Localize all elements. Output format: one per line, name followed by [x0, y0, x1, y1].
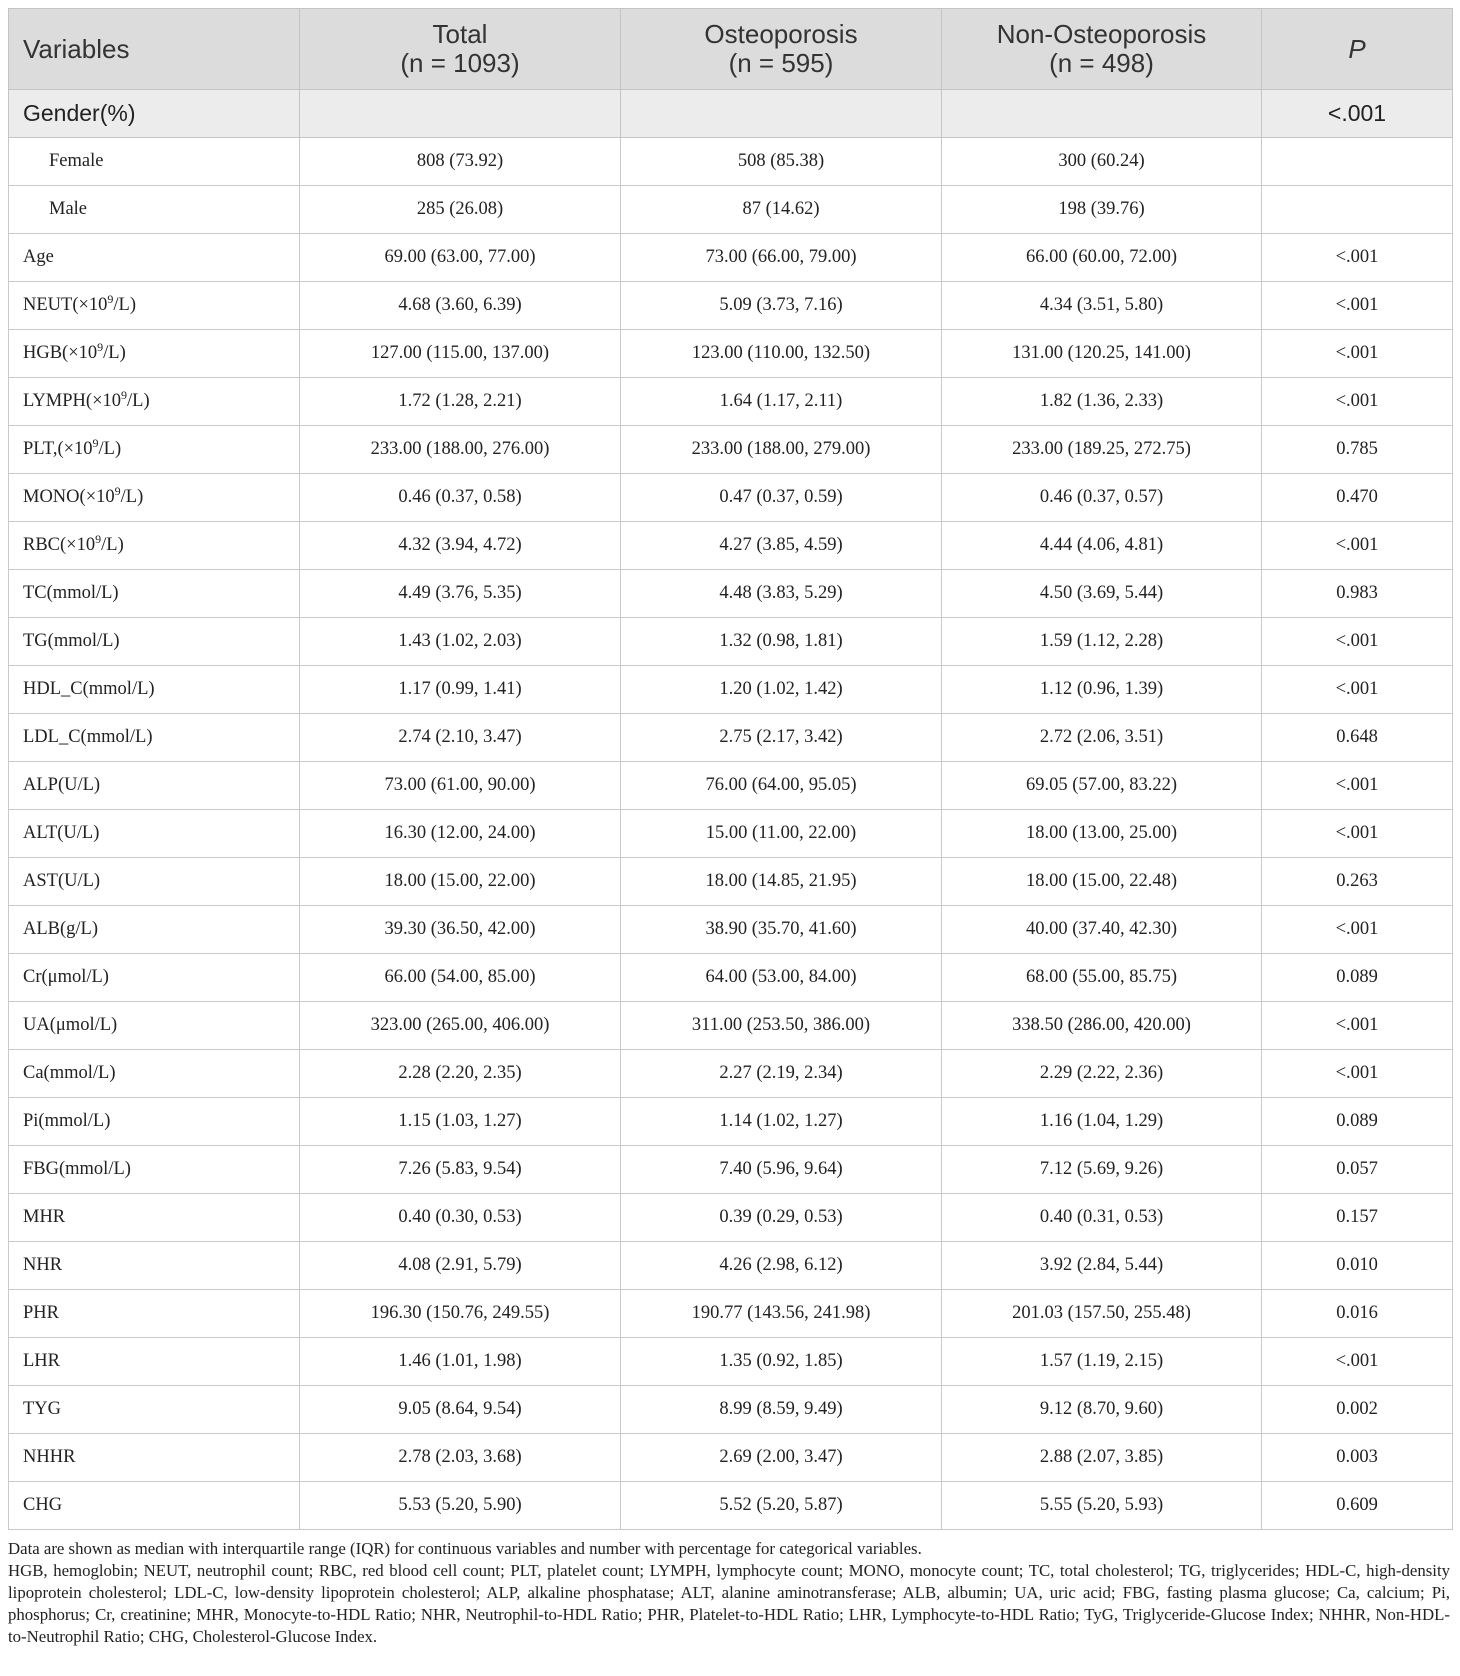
table-row	[9, 762, 1453, 810]
table-row	[9, 714, 1453, 762]
variable-name: HDL_C(mmol/L)	[23, 679, 155, 699]
non-osteoporosis-value-cell: 1.16 (1.04, 1.29)	[942, 1098, 1262, 1146]
p-value-cell	[1262, 186, 1453, 234]
group-cell-empty	[942, 90, 1262, 138]
total-value-cell: 1.15 (1.03, 1.27)	[300, 1098, 621, 1146]
table-row	[9, 1146, 1453, 1194]
p-value-cell: 0.609	[1262, 1482, 1453, 1530]
p-value-cell: <.001	[1262, 522, 1453, 570]
variable-unit: /L)	[127, 391, 150, 411]
header-total-n: (n = 1093)	[400, 48, 520, 78]
p-value-cell: 0.470	[1262, 474, 1453, 522]
table-row	[9, 858, 1453, 906]
total-value-cell: 808 (73.92)	[300, 138, 621, 186]
p-value-cell: <.001	[1262, 1338, 1453, 1386]
table-row	[9, 138, 1453, 186]
p-value-cell: <.001	[1262, 1002, 1453, 1050]
osteoporosis-value-cell: 4.26 (2.98, 6.12)	[621, 1242, 942, 1290]
total-value-cell: 4.68 (3.60, 6.39)	[300, 282, 621, 330]
header-p-value: P	[1262, 9, 1453, 90]
variable-name-cell	[9, 570, 300, 618]
total-value-cell: 2.74 (2.10, 3.47)	[300, 714, 621, 762]
p-value-cell: 0.016	[1262, 1290, 1453, 1338]
osteoporosis-value-cell: 18.00 (14.85, 21.95)	[621, 858, 942, 906]
osteoporosis-value-cell: 1.14 (1.02, 1.27)	[621, 1098, 942, 1146]
non-osteoporosis-value-cell: 201.03 (157.50, 255.48)	[942, 1290, 1262, 1338]
variable-name-cell	[9, 522, 300, 570]
osteoporosis-value-cell: 38.90 (35.70, 41.60)	[621, 906, 942, 954]
table-row	[9, 1242, 1453, 1290]
total-value-cell: 4.32 (3.94, 4.72)	[300, 522, 621, 570]
non-osteoporosis-value-cell: 18.00 (13.00, 25.00)	[942, 810, 1262, 858]
total-value-cell: 18.00 (15.00, 22.00)	[300, 858, 621, 906]
osteoporosis-value-cell: 8.99 (8.59, 9.49)	[621, 1386, 942, 1434]
table-body	[9, 90, 1453, 1530]
non-osteoporosis-value-cell: 5.55 (5.20, 5.93)	[942, 1482, 1262, 1530]
variable-name: LHR	[23, 1351, 60, 1371]
variable-name: FBG(mmol/L)	[23, 1159, 131, 1179]
variable-name-cell	[9, 474, 300, 522]
variable-name-cell	[9, 1386, 300, 1434]
total-value-cell: 233.00 (188.00, 276.00)	[300, 426, 621, 474]
header-total	[300, 9, 621, 90]
header-non-osteoporosis-label: Non-Osteoporosis	[996, 19, 1207, 49]
non-osteoporosis-value-cell: 2.88 (2.07, 3.85)	[942, 1434, 1262, 1482]
table-row	[9, 1050, 1453, 1098]
variable-name-cell	[9, 1482, 300, 1530]
total-value-cell: 4.08 (2.91, 5.79)	[300, 1242, 621, 1290]
non-osteoporosis-value-cell: 68.00 (55.00, 85.75)	[942, 954, 1262, 1002]
p-value-cell: 0.157	[1262, 1194, 1453, 1242]
table-row	[9, 186, 1453, 234]
variable-name: PLT,(×10	[23, 439, 93, 459]
total-value-cell: 0.40 (0.30, 0.53)	[300, 1194, 621, 1242]
non-osteoporosis-value-cell: 1.82 (1.36, 2.33)	[942, 378, 1262, 426]
osteoporosis-value-cell: 73.00 (66.00, 79.00)	[621, 234, 942, 282]
header-osteoporosis-n: (n = 595)	[728, 48, 834, 78]
osteoporosis-value-cell: 233.00 (188.00, 279.00)	[621, 426, 942, 474]
p-value-cell: 0.003	[1262, 1434, 1453, 1482]
variable-name-cell	[9, 1434, 300, 1482]
p-value-cell: <.001	[1262, 618, 1453, 666]
total-value-cell: 2.28 (2.20, 2.35)	[300, 1050, 621, 1098]
variable-name: TC(mmol/L)	[23, 583, 119, 603]
variable-exponent: 9	[121, 388, 128, 402]
osteoporosis-value-cell: 5.09 (3.73, 7.16)	[621, 282, 942, 330]
osteoporosis-value-cell: 1.20 (1.02, 1.42)	[621, 666, 942, 714]
variable-exponent: 9	[97, 340, 104, 354]
variable-name-cell	[9, 1290, 300, 1338]
variable-name-cell	[9, 1194, 300, 1242]
variable-name: MONO(×10	[23, 487, 115, 507]
p-value-cell: <.001	[1262, 234, 1453, 282]
osteoporosis-value-cell: 190.77 (143.56, 241.98)	[621, 1290, 942, 1338]
p-value-cell: 0.263	[1262, 858, 1453, 906]
total-value-cell: 7.26 (5.83, 9.54)	[300, 1146, 621, 1194]
non-osteoporosis-value-cell: 300 (60.24)	[942, 138, 1262, 186]
table-row	[9, 1194, 1453, 1242]
footnote-abbreviations: HGB, hemoglobin; NEUT, neutrophil count; RBC, red blood cell count; PLT, platelet count; LYMPH, lymphocyte count; MONO, monocyte count; TC, total cholesterol; TG, triglycerides; HDL-C, high-density lipoprotein cholesterol; LDL-C, low-density lipoprotein cholesterol; ALP, alkaline phosphatase; ALT, alanine aminotransferase; ALB, albumin; UA, uric acid; FBG, fasting plasma glucose; Ca, calcium; Pi, phosphorus; Cr, creatinine; MHR, Monocyte-to-HDL Ratio; NHR, Neutrophil-to-HDL Ratio; PHR, Platelet-to-HDL Ratio; LHR, Lymphocyte-to-HDL Ratio; TyG, Triglyceride-Glucose Index; NHHR, Non-HDL-to-Neutrophil Ratio; CHG, Cholesterol-Glucose Index.	[8, 1561, 1450, 1646]
variable-name: CHG	[23, 1495, 63, 1515]
total-value-cell: 323.00 (265.00, 406.00)	[300, 1002, 621, 1050]
total-value-cell: 69.00 (63.00, 77.00)	[300, 234, 621, 282]
osteoporosis-value-cell: 87 (14.62)	[621, 186, 942, 234]
variable-unit: /L)	[103, 343, 126, 363]
table-row	[9, 1386, 1453, 1434]
variable-name: Cr(μmol/L)	[23, 967, 109, 987]
variable-name-cell	[9, 1050, 300, 1098]
variable-name-cell	[9, 714, 300, 762]
footnote-data-description: Data are shown as median with interquartile range (IQR) for continuous variables and number with percentage for categorical variables.	[8, 1539, 922, 1558]
p-value-cell: 0.089	[1262, 954, 1453, 1002]
variable-exponent: 9	[92, 436, 99, 450]
table-row	[9, 330, 1453, 378]
variable-name-cell	[9, 618, 300, 666]
table-row	[9, 666, 1453, 714]
variable-name: Female	[49, 151, 104, 171]
table-row	[9, 522, 1453, 570]
p-value-cell	[1262, 138, 1453, 186]
variable-name: Ca(mmol/L)	[23, 1063, 116, 1083]
variable-name: NEUT(×10	[23, 295, 108, 315]
header-row	[9, 9, 1453, 90]
osteoporosis-value-cell: 64.00 (53.00, 84.00)	[621, 954, 942, 1002]
variable-name: Pi(mmol/L)	[23, 1111, 111, 1131]
variable-name: MHR	[23, 1207, 66, 1227]
table-row	[9, 234, 1453, 282]
variable-name: LDL_C(mmol/L)	[23, 727, 153, 747]
p-value-cell: <.001	[1262, 762, 1453, 810]
table-row	[9, 1434, 1453, 1482]
variable-name: ALP(U/L)	[23, 775, 101, 795]
p-value-cell: <.001	[1262, 810, 1453, 858]
osteoporosis-value-cell: 0.39 (0.29, 0.53)	[621, 1194, 942, 1242]
osteoporosis-value-cell: 5.52 (5.20, 5.87)	[621, 1482, 942, 1530]
header-osteoporosis	[621, 9, 942, 90]
header-non-osteoporosis-n: (n = 498)	[1049, 48, 1154, 78]
p-value-cell: 0.010	[1262, 1242, 1453, 1290]
osteoporosis-value-cell: 76.00 (64.00, 95.05)	[621, 762, 942, 810]
variable-exponent: 9	[95, 532, 102, 546]
variable-name-cell	[9, 186, 300, 234]
non-osteoporosis-value-cell: 233.00 (189.25, 272.75)	[942, 426, 1262, 474]
non-osteoporosis-value-cell: 9.12 (8.70, 9.60)	[942, 1386, 1262, 1434]
table-row	[9, 1098, 1453, 1146]
table-row	[9, 810, 1453, 858]
table-row	[9, 954, 1453, 1002]
p-value-cell: <.001	[1262, 906, 1453, 954]
variable-name: ALT(U/L)	[23, 823, 100, 843]
variable-name-cell	[9, 330, 300, 378]
table-row	[9, 426, 1453, 474]
osteoporosis-value-cell: 508 (85.38)	[621, 138, 942, 186]
total-value-cell: 285 (26.08)	[300, 186, 621, 234]
variable-name-cell	[9, 906, 300, 954]
variable-name-cell	[9, 1146, 300, 1194]
total-value-cell: 1.17 (0.99, 1.41)	[300, 666, 621, 714]
group-row-gender	[9, 90, 1453, 138]
non-osteoporosis-value-cell: 69.05 (57.00, 83.22)	[942, 762, 1262, 810]
non-osteoporosis-value-cell: 3.92 (2.84, 5.44)	[942, 1242, 1262, 1290]
total-value-cell: 2.78 (2.03, 3.68)	[300, 1434, 621, 1482]
variable-name: LYMPH(×10	[23, 391, 122, 411]
variable-exponent: 9	[114, 484, 121, 498]
variable-name: HGB(×10	[23, 343, 98, 363]
variable-unit: /L)	[113, 295, 137, 315]
variable-name-cell	[9, 1242, 300, 1290]
p-value-cell: <.001	[1262, 1050, 1453, 1098]
total-value-cell: 73.00 (61.00, 90.00)	[300, 762, 621, 810]
non-osteoporosis-value-cell: 198 (39.76)	[942, 186, 1262, 234]
total-value-cell: 66.00 (54.00, 85.00)	[300, 954, 621, 1002]
total-value-cell: 1.43 (1.02, 2.03)	[300, 618, 621, 666]
variable-name-cell	[9, 1002, 300, 1050]
variable-name: Age	[23, 247, 54, 267]
non-osteoporosis-value-cell: 2.29 (2.22, 2.36)	[942, 1050, 1262, 1098]
total-value-cell: 1.46 (1.01, 1.98)	[300, 1338, 621, 1386]
non-osteoporosis-value-cell: 1.12 (0.96, 1.39)	[942, 666, 1262, 714]
total-value-cell: 4.49 (3.76, 5.35)	[300, 570, 621, 618]
header-total-label: Total	[432, 19, 488, 49]
group-cell-empty	[621, 90, 942, 138]
non-osteoporosis-value-cell: 4.50 (3.69, 5.44)	[942, 570, 1262, 618]
table-row	[9, 378, 1453, 426]
total-value-cell: 0.46 (0.37, 0.58)	[300, 474, 621, 522]
osteoporosis-value-cell: 311.00 (253.50, 386.00)	[621, 1002, 942, 1050]
table-row	[9, 570, 1453, 618]
osteoporosis-value-cell: 123.00 (110.00, 132.50)	[621, 330, 942, 378]
variable-name: UA(μmol/L)	[23, 1015, 118, 1035]
variable-name: RBC(×10	[23, 535, 96, 555]
variable-name-cell	[9, 858, 300, 906]
non-osteoporosis-value-cell: 7.12 (5.69, 9.26)	[942, 1146, 1262, 1194]
non-osteoporosis-value-cell: 4.34 (3.51, 5.80)	[942, 282, 1262, 330]
variable-name: TYG	[23, 1399, 62, 1419]
p-value-cell: 0.002	[1262, 1386, 1453, 1434]
table-container	[8, 8, 1452, 1648]
variable-name: NHHR	[23, 1447, 76, 1467]
non-osteoporosis-value-cell: 1.57 (1.19, 2.15)	[942, 1338, 1262, 1386]
non-osteoporosis-value-cell: 4.44 (4.06, 4.81)	[942, 522, 1262, 570]
total-value-cell: 16.30 (12.00, 24.00)	[300, 810, 621, 858]
header-variables: Variables	[9, 9, 300, 90]
variable-name-cell	[9, 426, 300, 474]
p-value-cell: 0.983	[1262, 570, 1453, 618]
variable-name-cell	[9, 762, 300, 810]
non-osteoporosis-value-cell: 40.00 (37.40, 42.30)	[942, 906, 1262, 954]
table-row	[9, 906, 1453, 954]
table-row	[9, 474, 1453, 522]
non-osteoporosis-value-cell: 0.40 (0.31, 0.53)	[942, 1194, 1262, 1242]
non-osteoporosis-value-cell: 338.50 (286.00, 420.00)	[942, 1002, 1262, 1050]
variable-name: AST(U/L)	[23, 871, 101, 891]
total-value-cell: 1.72 (1.28, 2.21)	[300, 378, 621, 426]
group-label: Gender(%)	[9, 90, 300, 138]
baseline-characteristics-table	[8, 8, 1453, 1530]
osteoporosis-value-cell: 2.27 (2.19, 2.34)	[621, 1050, 942, 1098]
table-row	[9, 1338, 1453, 1386]
total-value-cell: 196.30 (150.76, 249.55)	[300, 1290, 621, 1338]
variable-unit: /L)	[101, 535, 124, 555]
osteoporosis-value-cell: 1.32 (0.98, 1.81)	[621, 618, 942, 666]
variable-name: PHR	[23, 1303, 59, 1323]
group-p-value: <.001	[1262, 90, 1453, 138]
header-osteoporosis-label: Osteoporosis	[704, 19, 858, 49]
non-osteoporosis-value-cell: 0.46 (0.37, 0.57)	[942, 474, 1262, 522]
variable-name-cell	[9, 1338, 300, 1386]
total-value-cell: 127.00 (115.00, 137.00)	[300, 330, 621, 378]
p-value-cell: 0.785	[1262, 426, 1453, 474]
osteoporosis-value-cell: 1.64 (1.17, 2.11)	[621, 378, 942, 426]
table-row	[9, 1290, 1453, 1338]
p-value-cell: <.001	[1262, 378, 1453, 426]
osteoporosis-value-cell: 15.00 (11.00, 22.00)	[621, 810, 942, 858]
p-value-cell: 0.648	[1262, 714, 1453, 762]
variable-name-cell	[9, 282, 300, 330]
table-row	[9, 1002, 1453, 1050]
osteoporosis-value-cell: 7.40 (5.96, 9.64)	[621, 1146, 942, 1194]
p-value-cell: 0.089	[1262, 1098, 1453, 1146]
p-value-cell: <.001	[1262, 330, 1453, 378]
group-cell-empty	[300, 90, 621, 138]
variable-unit: /L)	[120, 487, 144, 507]
p-value-cell: <.001	[1262, 282, 1453, 330]
non-osteoporosis-value-cell: 2.72 (2.06, 3.51)	[942, 714, 1262, 762]
non-osteoporosis-value-cell: 1.59 (1.12, 2.28)	[942, 618, 1262, 666]
p-value-cell: 0.057	[1262, 1146, 1453, 1194]
variable-name-cell	[9, 378, 300, 426]
variable-name: NHR	[23, 1255, 63, 1275]
header-non-osteoporosis	[942, 9, 1262, 90]
non-osteoporosis-value-cell: 18.00 (15.00, 22.48)	[942, 858, 1262, 906]
total-value-cell: 9.05 (8.64, 9.54)	[300, 1386, 621, 1434]
variable-unit: /L)	[98, 439, 122, 459]
variable-name-cell	[9, 666, 300, 714]
total-value-cell: 5.53 (5.20, 5.90)	[300, 1482, 621, 1530]
variable-name-cell	[9, 138, 300, 186]
table-header	[9, 9, 1453, 90]
variable-name-cell	[9, 234, 300, 282]
osteoporosis-value-cell: 2.75 (2.17, 3.42)	[621, 714, 942, 762]
variable-name: ALB(g/L)	[23, 919, 99, 939]
non-osteoporosis-value-cell: 131.00 (120.25, 141.00)	[942, 330, 1262, 378]
total-value-cell: 39.30 (36.50, 42.00)	[300, 906, 621, 954]
p-value-cell: <.001	[1262, 666, 1453, 714]
variable-exponent: 9	[107, 292, 114, 306]
table-row	[9, 618, 1453, 666]
osteoporosis-value-cell: 1.35 (0.92, 1.85)	[621, 1338, 942, 1386]
table-row	[9, 1482, 1453, 1530]
variable-name-cell	[9, 810, 300, 858]
table-row	[9, 282, 1453, 330]
table-footnotes	[8, 1538, 1452, 1648]
osteoporosis-value-cell: 2.69 (2.00, 3.47)	[621, 1434, 942, 1482]
variable-name-cell	[9, 1098, 300, 1146]
osteoporosis-value-cell: 4.48 (3.83, 5.29)	[621, 570, 942, 618]
non-osteoporosis-value-cell: 66.00 (60.00, 72.00)	[942, 234, 1262, 282]
variable-name: Male	[49, 199, 88, 219]
variable-name: TG(mmol/L)	[23, 631, 120, 651]
osteoporosis-value-cell: 4.27 (3.85, 4.59)	[621, 522, 942, 570]
variable-name-cell	[9, 954, 300, 1002]
osteoporosis-value-cell: 0.47 (0.37, 0.59)	[621, 474, 942, 522]
